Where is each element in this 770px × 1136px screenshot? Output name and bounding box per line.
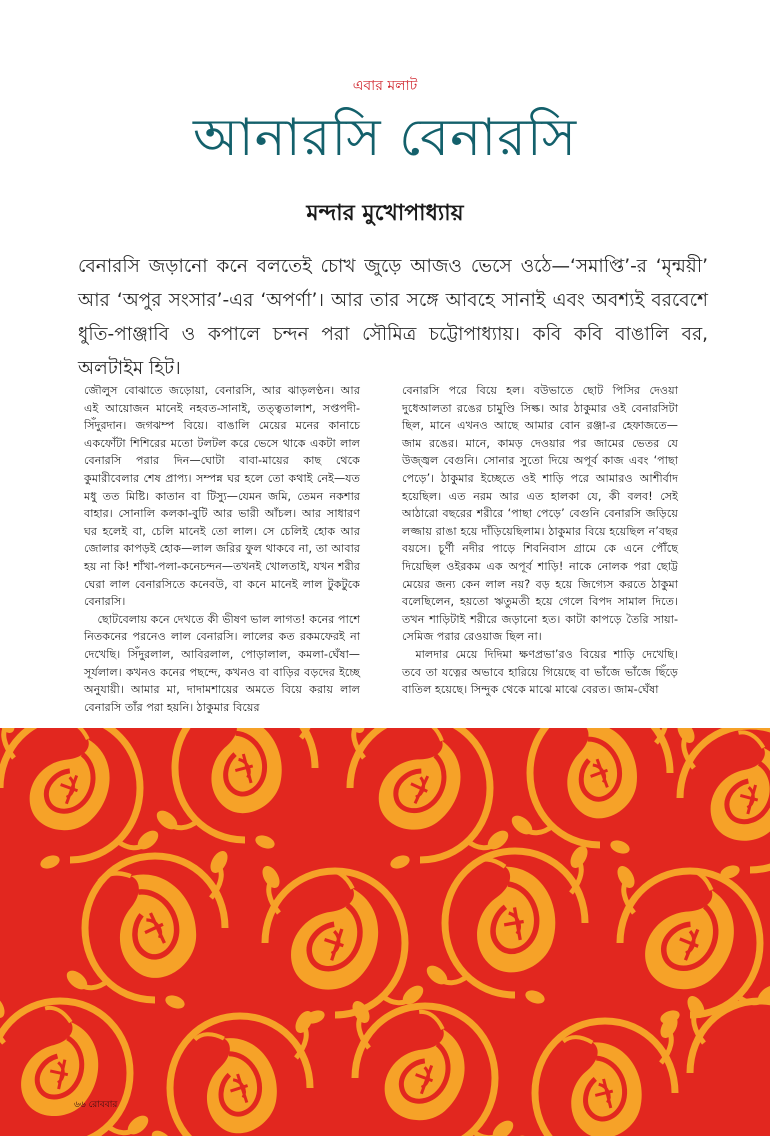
paisley-fabric-pattern-icon xyxy=(0,728,770,1136)
article-column-left xyxy=(84,382,360,716)
page-title: আনারসি বেনারসি xyxy=(192,108,578,168)
page-folio: ৬৬ রোববার xyxy=(74,1100,118,1110)
article-column-right xyxy=(402,382,678,699)
lead-paragraph: বেনারসি জড়ানো কনে বলতেই চোখ জুড়ে আজও ভেসে ওঠে—‘সমাপ্তি’-র ‘মৃন্ময়ী’ আর ‘অপুর সংসার’-এর ‘অপর্ণা’। আর তার সঙ্গে আবহে সানাই এবং অবশ্যই বরবেশে ধুতি-পাঞ্জাবি ও কপালে চন্দন পরা সৌমিত্র চট্টোপাধ্যায়। কবি কবি বাঙালি বর, অলটাইম হিট। xyxy=(78,256,708,379)
body-paragraph: জৌলুস বোঝাতে জড়োয়া, বেনারসি, আর ঝাড়লণ্ঠন। আর এই আয়োজন মানেই নহবত-সানাই, তত্ত্বতালাশ, সপ্তপদী-সিঁদুরদান। জগঝম্প বিয়ে। বাঙালি মেয়ের মনের কানাচে একফোঁটা শিশিরের মতো টলটল করে ভেসে থাকে একটা লাল বেনারসি পরার দিন—ঘোটা বাবা-মায়ের কাছ থেকে কুমারীবেলার শেষ প্রাপ্য। সম্পন্ন ঘর হলে তো কথাই নেই—যত মধু তত মিষ্টি। কাতান বা টিস্যু—যেমন জমি, তেমন নকশার বাহার। সোনালি কলকা-বুটি আর ভারী আঁচল। আর সাধারণ ঘর হলেই বা, চেলি মানেই তো লাল। সে চেলিই হোক আর জোলার কাপড়ই হোক—লাল জরির ফুল থাকবে না, তা আবার হয় না কি! শাঁখা-পলা-কনেচন্দন—তখনই খোলতাই, যখন শরীর ঘেরা লাল বেনারসিতে কনেবউ, বা কনে মানেই লাল টুকটুকে বেনারসি। xyxy=(84,384,360,609)
body-paragraph: বেনারসি পরে বিয়ে হল। বউভাতে ছোট পিসির দেওয়া দুধেআলতা রঙের চামুণ্ডি সিল্ক। আর ঠাকুমার ওই বেনারসিটা ছিল, মানে এখনও আছে আমার বোন রঞ্জা-র হেফাজতে—জাম রঙের। মানে, কামড় দেওয়ার পর জামের ভেতর যে উজ্জ্বল বেগুনি। সোনার সুতো দিয়ে অপূর্ব কাজ এবং ‘পাছা পেড়ে’। ঠাকুমার ইচ্ছেতে ওই শাড়ি পরে আমারও আশীর্বাদ হয়েছিল। এত নরম আর এত হালকা যে, কী বলব! সেই আঠারো বছরের শরীরে ‘পাছা পেড়ে’ বেগুনি বেনারসি জড়িয়ে লজ্জায় রাঙা হয়ে দাঁড়িয়েছিলাম। ঠাকুমার বিয়ে হয়েছিল ন’বছর বয়সে। চূর্ণী নদীর পাড়ে শিবনিবাস গ্রামে কে এনে পৌঁছে দিয়েছিল ওইরকম এক অপূর্ব শাড়ি! নাকে নোলক পরা ছোট্ট মেয়ের জন্য কেন লাল নয়? বড় হয়ে জিগ্যেস করতে ঠাকুমা বলেছিলেন, হয়তো ঋতুমতী হয়ে গেলে বিপদ সামাল দিতে। তখন শাড়িটাই শরীরে জড়ানো হত। কাটা কাপড়ে তৈরি সায়া-সেমিজ পরার রেওয়াজ ছিল না। xyxy=(402,384,678,644)
banarasi-fabric-image xyxy=(0,728,770,1136)
author-byline: মন্দার মুখোপাধ্যায় xyxy=(306,201,464,226)
body-paragraph: মালদার মেয়ে দিদিমা ক্ষণপ্রভা’রও বিয়ের শাড়ি দেখেছি। তবে তা যত্নের অভাবে হারিয়ে গিয়েছে বা ভাঁজে ভাঁজে ছিঁড়ে বাতিল হয়েছে। সিন্দুক থেকে মাঝে মাঝে বেরত। জাম-ঘেঁষা xyxy=(402,647,678,697)
kicker: এবার মলাট xyxy=(352,78,418,94)
body-paragraph: ছোটবেলায় কনে দেখতে কী ভীষণ ভাল লাগত! কনের পাশে নিতকনের পরনেও লাল বেনারসি। লালের কত রকমফেরই না দেখেছি। সিঁদুরলাল, আবিরলাল, পোড়ালাল, কমলা-ঘেঁষা—সূর্যলাল। কখনও কনের পছন্দে, কখনও বা বাড়ির বড়দের ইচ্ছে অনুযায়ী। আমার মা, দাদামশায়ের অমতে বিয়ে করায় লাল বেনারসি তাঁর পরা হয়নি। ঠাকুমার বিয়ের xyxy=(84,612,360,714)
